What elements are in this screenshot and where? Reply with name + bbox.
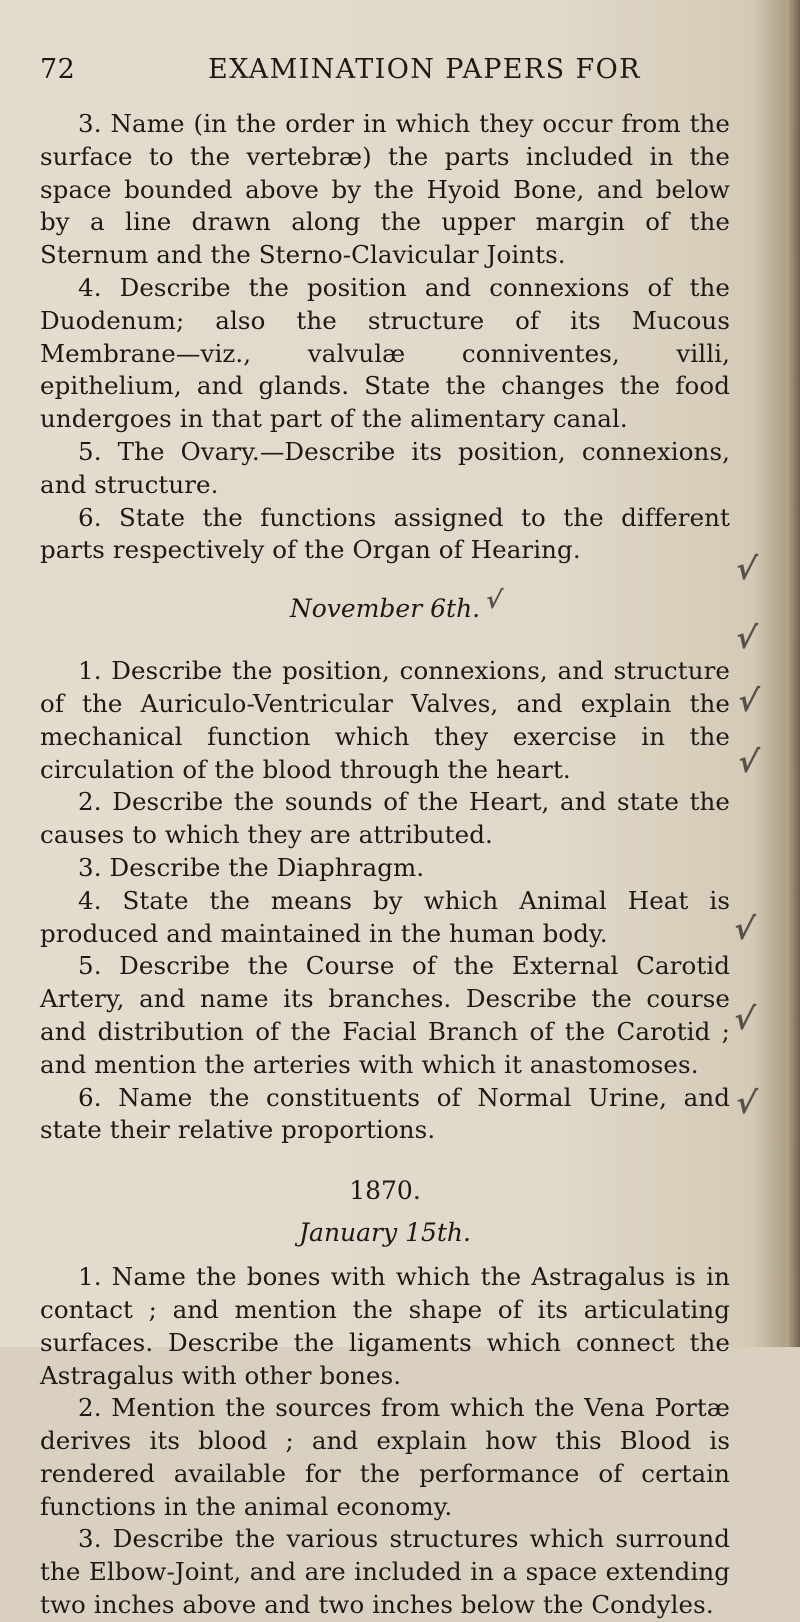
page-number: 72 (40, 54, 76, 85)
section-year: 1870. (349, 1176, 421, 1206)
margin-check-mark: √ (733, 1086, 759, 1121)
question-item: 4. Describe the position and connexions of the Duodenum; also the structure of its Mucous Membrane—viz., valvulæ conniventes, villi, epithelium, and glands. State the changes the food undergoes in that part of the alimentary canal. (40, 272, 730, 434)
section-date-january: January 15th. (299, 1218, 471, 1248)
question-item: 6. Name the constituents of Normal Urine, and state their relative proportions. (40, 1082, 730, 1145)
question-item: 5. Describe the Course of the External Carotid Artery, and name its branches. Describe the course and distribution of the Facial Branch of the Carotid ; and mention the arteries with which it anastomoses. (40, 951, 730, 1079)
margin-check-mark: √ (733, 621, 759, 656)
margin-check-mark: √ (484, 586, 504, 614)
section-date-november: November 6th. (289, 594, 481, 624)
margin-check-mark: √ (735, 684, 761, 719)
question-item: 4. State the means by which Animal Heat is produced and maintained in the human body. (40, 885, 730, 948)
page-header (40, 54, 720, 94)
margin-check-mark: √ (731, 912, 757, 947)
margin-check-mark: √ (735, 745, 761, 780)
running-head: EXAMINATION PAPERS FOR (208, 54, 641, 85)
question-item: 1. Describe the position, connexions, and structure of the Auriculo-Ventricular Valves, and explain the mechanical function which they exercise in the circulation of the blood through the heart. (40, 656, 730, 784)
question-item: 3. Describe the Diaphragm. (78, 852, 425, 882)
question-item: 2. Mention the sources from which the Vena Portæ derives its blood ; and explain how this Blood is rendered available for the performance of certain functions in the animal economy. (40, 1393, 730, 1521)
page-body (40, 108, 730, 1622)
margin-check-mark: √ (733, 552, 759, 587)
margin-check-mark: √ (731, 1002, 757, 1037)
question-item: 3. Name (in the order in which they occur from the surface to the vertebræ) the parts included in the space bounded above by the Hyoid Bone, and below by a line drawn along the upper margin of the Sternum and the Sterno-Clavicular Joints. (40, 109, 730, 270)
question-item: 1. Name the bones with which the Astragalus is in contact ; and mention the shape of its articulating surfaces. Describe the ligaments which connect the Astragalus with other bones. (40, 1262, 730, 1390)
question-item: 2. Describe the sounds of the Heart, and state the causes to which they are attributed. (40, 787, 730, 850)
question-item: 6. State the functions assigned to the different parts respectively of the Organ of Hearing. (40, 502, 730, 565)
question-item: 3. Describe the various structures which surround the Elbow-Joint, and are included in a space extending two inches above and two inches below the Condyles. (40, 1524, 730, 1620)
page-edge-shadow (786, 0, 800, 1347)
question-item: 5. The Ovary.—Describe its position, connexions, and structure. (40, 436, 730, 499)
